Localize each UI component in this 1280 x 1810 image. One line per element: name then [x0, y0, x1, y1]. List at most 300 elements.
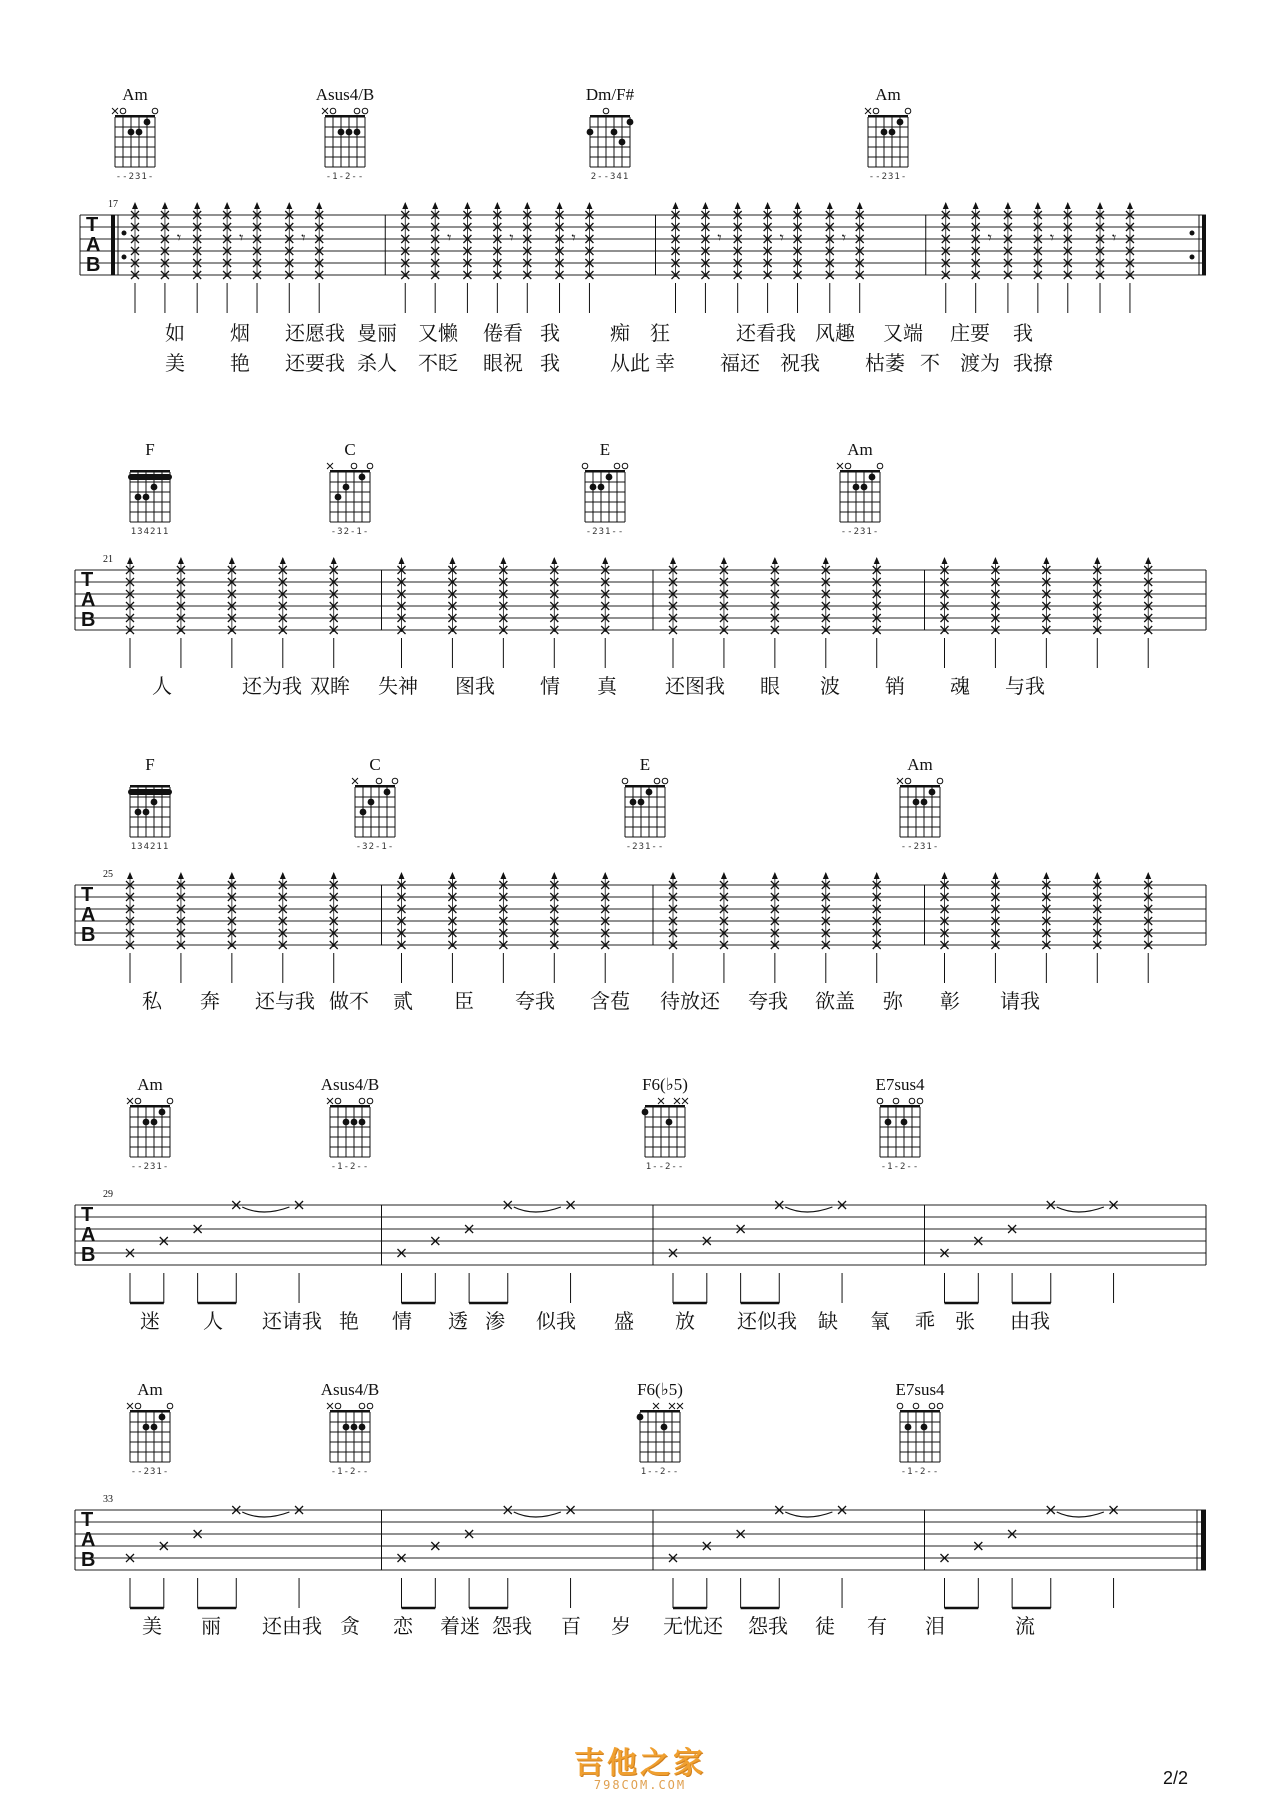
strum-arrow — [500, 557, 506, 564]
chord-box — [115, 1075, 185, 1173]
lyric-word: 情 — [540, 674, 560, 698]
measure-number: 17 — [108, 199, 118, 210]
open-string-marker — [120, 108, 126, 114]
tab-clef-letter: B — [81, 924, 96, 946]
open-string-marker — [135, 1403, 141, 1409]
tie-arc — [785, 1512, 832, 1517]
strum-arrow — [827, 202, 833, 209]
strum-arrow — [992, 557, 998, 564]
open-string-marker — [362, 108, 368, 114]
chord-name: Am — [875, 85, 901, 104]
chord-box — [315, 1075, 385, 1173]
finger-dot — [619, 139, 626, 146]
chord-diagram — [122, 1095, 178, 1161]
finger-dot — [368, 799, 375, 806]
strum-arrow — [795, 202, 801, 209]
lyric-word: 迷 — [140, 1309, 160, 1333]
lyric-word: 真 — [597, 674, 617, 698]
tab-staff — [0, 540, 1280, 700]
lyric-word: 幸 — [655, 351, 675, 375]
open-string-marker — [877, 463, 883, 469]
chord-fingering: --231- — [900, 842, 940, 852]
lyric-word: 又懒 — [418, 321, 458, 345]
finger-dot — [861, 484, 868, 491]
chord-box — [825, 440, 895, 538]
finger-dot — [901, 1119, 908, 1126]
strum-arrow — [1094, 872, 1100, 879]
finger-dot — [606, 474, 613, 481]
finger-dot — [661, 1424, 668, 1431]
open-string-marker — [167, 1098, 173, 1104]
open-string-marker — [376, 778, 382, 784]
chord-name: Am — [847, 440, 873, 459]
strum-arrow — [331, 872, 337, 879]
open-string-marker — [335, 1403, 341, 1409]
repeat-thick-bar — [1202, 215, 1206, 275]
lyric-word: 流 — [1015, 1614, 1035, 1638]
chord-diagram — [122, 775, 178, 841]
muted-string-marker — [658, 1098, 664, 1104]
strum-arrow — [551, 557, 557, 564]
chord-name: E — [639, 755, 651, 774]
finger-dot — [905, 1424, 912, 1431]
open-string-marker — [335, 1098, 341, 1104]
strum-arrow — [551, 872, 557, 879]
muted-string-marker — [327, 1403, 333, 1409]
lyric-word: 不眨 — [418, 351, 458, 375]
lyric-word: 透 — [448, 1309, 468, 1333]
lyric-word: 与我 — [1005, 674, 1045, 698]
open-string-marker — [893, 1098, 899, 1104]
lyric-word: 贰 — [393, 989, 413, 1013]
repeat-dot — [1190, 255, 1195, 260]
open-string-marker — [392, 778, 398, 784]
open-string-marker — [917, 1098, 923, 1104]
finger-dot — [159, 1109, 166, 1116]
finger-dot — [359, 474, 366, 481]
measure-number: 21 — [103, 554, 113, 565]
tab-staff-wrapper — [0, 540, 1280, 704]
finger-dot — [143, 1424, 150, 1431]
lyric-word: 杀人 — [357, 351, 397, 375]
eighth-rest: 𝄾 — [717, 228, 722, 247]
chord-box — [315, 440, 385, 538]
open-string-marker — [873, 108, 879, 114]
chord-diagram — [317, 105, 373, 171]
muted-string-marker — [682, 1098, 688, 1104]
tie-arc — [1057, 1512, 1104, 1517]
measure-number: 25 — [103, 869, 113, 880]
chord-name: Am — [137, 1380, 163, 1399]
lyric-word: 风趣 — [815, 321, 855, 345]
lyric-word: 艳 — [230, 351, 250, 375]
strum-arrow — [557, 202, 563, 209]
eighth-rest: 𝄾 — [239, 228, 244, 247]
open-string-marker — [877, 1098, 883, 1104]
chord-box — [610, 755, 680, 853]
lyric-word: 祝我 — [780, 351, 820, 375]
strum-arrow — [224, 202, 230, 209]
strum-arrow — [432, 202, 438, 209]
finger-dot — [646, 789, 653, 796]
lyric-word: 烟 — [230, 321, 250, 345]
eighth-rest: 𝄾 — [571, 228, 576, 247]
finger-dot — [913, 799, 920, 806]
muted-string-marker — [865, 108, 871, 114]
chord-name: F — [145, 440, 155, 459]
finger-dot — [611, 129, 618, 136]
logo-text: 吉他之家 — [574, 1746, 706, 1781]
chord-fingering: -1-2-- — [880, 1162, 920, 1172]
tab-clef-letter: A — [81, 1529, 96, 1551]
finger-dot — [638, 799, 645, 806]
lyric-word: 又端 — [883, 321, 923, 345]
strum-arrow — [229, 872, 235, 879]
strum-arrow — [524, 202, 530, 209]
chord-diagram — [892, 1400, 948, 1466]
open-string-marker — [359, 1403, 365, 1409]
lyric-word: 彰 — [940, 989, 960, 1013]
finger-dot — [384, 789, 391, 796]
lyric-word: 美 — [142, 1614, 162, 1638]
site-logo — [540, 1738, 740, 1792]
chord-box — [853, 85, 923, 183]
strum-arrow — [602, 557, 608, 564]
finger-dot — [666, 1119, 673, 1126]
lyric-word: 似我 — [536, 1309, 576, 1333]
chord-diagram — [872, 1095, 928, 1161]
strum-arrow — [494, 202, 500, 209]
muted-string-marker — [669, 1403, 675, 1409]
eighth-rest: 𝄾 — [1112, 228, 1117, 247]
strum-arrow — [449, 872, 455, 879]
strum-arrow — [721, 557, 727, 564]
strum-arrow — [992, 872, 998, 879]
lyric-word: 欲盖 — [815, 989, 855, 1013]
finger-dot — [590, 484, 597, 491]
lyric-word: 张 — [955, 1309, 975, 1333]
chord-diagram — [832, 460, 888, 526]
tab-clef-letter: A — [81, 1224, 96, 1246]
lyric-word: 还为我 — [242, 674, 302, 698]
strum-arrow — [500, 872, 506, 879]
lyric-word: 臣 — [454, 989, 474, 1013]
lyric-word: 贪 — [340, 1614, 360, 1638]
chord-diagram — [322, 1095, 378, 1161]
lyric-word: 乖 — [915, 1309, 935, 1333]
open-string-marker — [359, 1098, 365, 1104]
tab-staff — [0, 1480, 1280, 1640]
chord-diagram — [122, 460, 178, 526]
lyric-word: 我 — [1013, 321, 1033, 345]
finger-dot — [921, 799, 928, 806]
eighth-rest: 𝄾 — [841, 228, 847, 247]
finger-dot — [637, 1414, 644, 1421]
open-string-marker — [582, 463, 588, 469]
tie-arc — [1057, 1207, 1104, 1212]
strum-arrow — [602, 872, 608, 879]
tab-clef-letter: T — [86, 214, 99, 236]
open-string-marker — [937, 778, 943, 784]
lyric-word: 怨我 — [748, 1614, 788, 1638]
open-string-marker — [929, 1403, 935, 1409]
lyric-word: 销 — [885, 674, 905, 698]
lyric-word: 福还 — [720, 351, 760, 375]
finger-dot — [151, 1119, 158, 1126]
lyric-word: 怨我 — [492, 1614, 532, 1638]
eighth-rest: 𝄾 — [1049, 228, 1055, 247]
eighth-rest: 𝄾 — [779, 228, 784, 247]
chord-fingering: --231- — [130, 1162, 170, 1172]
finger-dot — [885, 1119, 892, 1126]
logo-subtext: 798COM.COM — [593, 1778, 687, 1792]
lyric-word: 波 — [820, 674, 840, 698]
tab-clef-letter: B — [81, 609, 96, 631]
finger-dot — [151, 799, 158, 806]
finger-dot — [128, 129, 135, 136]
measure-number: 29 — [103, 1189, 113, 1200]
eighth-rest: 𝄾 — [987, 228, 992, 247]
open-string-marker — [622, 778, 628, 784]
strum-arrow — [162, 202, 168, 209]
lyric-word: 丽 — [201, 1614, 221, 1638]
finger-dot — [587, 129, 594, 136]
lyric-word: 还看我 — [736, 321, 796, 345]
finger-dot — [143, 809, 150, 816]
tie-arc — [242, 1207, 289, 1212]
chord-name: E7sus4 — [895, 1380, 945, 1399]
strum-arrow — [670, 872, 676, 879]
finger-dot — [354, 129, 361, 136]
finger-dot — [135, 494, 142, 501]
lyric-word: 还要我 — [285, 351, 345, 375]
chord-box — [885, 755, 955, 853]
lyric-word: 由我 — [1010, 1309, 1050, 1333]
strum-arrow — [1043, 557, 1049, 564]
chord-fingering: -32-1- — [330, 527, 370, 537]
strum-arrow — [772, 872, 778, 879]
chord-fingering: --231- — [868, 172, 908, 182]
strum-arrow — [402, 202, 408, 209]
muted-string-marker — [837, 463, 843, 469]
chord-fingering: -231-- — [585, 527, 625, 537]
lyric-word: 含苞 — [590, 989, 630, 1013]
lyric-word: 岁 — [611, 1614, 631, 1638]
strum-arrow — [229, 557, 235, 564]
lyric-word: 夸我 — [748, 989, 788, 1013]
chord-name: Asus4/B — [320, 1380, 380, 1399]
tab-clef-letter: T — [81, 569, 94, 591]
lyric-word: 放 — [675, 1309, 695, 1333]
strum-arrow — [280, 557, 286, 564]
lyric-word: 枯萎 — [865, 351, 905, 375]
lyric-word: 人 — [152, 674, 172, 698]
chord-box — [625, 1380, 695, 1478]
muted-string-marker — [897, 778, 903, 784]
lyric-word: 倦看 — [483, 321, 523, 345]
chord-name: F6(♭5) — [637, 1380, 683, 1399]
eighth-rest: 𝄾 — [176, 228, 182, 247]
strum-arrow — [280, 872, 286, 879]
lyric-word: 图我 — [455, 674, 495, 698]
open-string-marker — [897, 1403, 903, 1409]
strum-arrow — [823, 872, 829, 879]
lyric-word: 魂 — [950, 674, 970, 698]
lyric-word: 还与我 — [255, 989, 315, 1013]
strum-arrow — [670, 557, 676, 564]
chord-barre — [128, 474, 172, 480]
finger-dot — [136, 129, 143, 136]
chord-fingering: -231-- — [625, 842, 665, 852]
open-string-marker — [354, 108, 360, 114]
repeat-dot — [122, 231, 127, 236]
muted-string-marker — [322, 108, 328, 114]
chord-diagram — [322, 1400, 378, 1466]
chord-name: Asus4/B — [320, 1075, 380, 1094]
finger-dot — [897, 119, 904, 126]
open-string-marker — [913, 1403, 919, 1409]
lyric-word: 还请我 — [262, 1309, 322, 1333]
lyric-word: 我 — [540, 321, 560, 345]
chord-name: E — [599, 440, 611, 459]
eighth-rest: 𝄾 — [509, 228, 514, 247]
tab-clef-letter: T — [81, 884, 94, 906]
lyric-word: 庄要 — [950, 321, 990, 345]
open-string-marker — [614, 463, 620, 469]
strum-arrow — [1145, 872, 1151, 879]
tab-clef-letter: B — [81, 1549, 96, 1571]
lyric-word: 眼 — [760, 674, 780, 698]
chord-diagram — [577, 460, 633, 526]
strum-arrow — [132, 202, 138, 209]
open-string-marker — [367, 463, 373, 469]
lyric-word: 奔 — [200, 989, 220, 1013]
chord-box — [575, 85, 645, 183]
chord-diagram — [617, 775, 673, 841]
chord-box — [570, 440, 640, 538]
strum-arrow — [943, 202, 949, 209]
finger-dot — [598, 484, 605, 491]
strum-arrow — [399, 872, 405, 879]
finger-dot — [630, 799, 637, 806]
open-string-marker — [167, 1403, 173, 1409]
page-number: 2/2 — [1162, 1768, 1188, 1788]
lyric-word: 我撩 — [1013, 351, 1053, 375]
chord-name: Am — [122, 85, 148, 104]
lyric-word: 氧 — [870, 1309, 890, 1333]
strum-arrow — [857, 202, 863, 209]
chord-diagram — [347, 775, 403, 841]
chord-fingering: 134211 — [130, 842, 170, 852]
chord-name: Am — [907, 755, 933, 774]
chord-barre — [128, 789, 172, 795]
chord-name: C — [369, 755, 381, 774]
open-string-marker — [662, 778, 668, 784]
chord-fingering: -1-2-- — [325, 172, 365, 182]
finger-dot — [343, 1424, 350, 1431]
tab-staff-wrapper — [0, 855, 1280, 1019]
chord-box — [115, 755, 185, 853]
repeat-dot — [122, 255, 127, 260]
muted-string-marker — [653, 1403, 659, 1409]
chord-fingering: 2--341 — [590, 172, 630, 182]
lyric-word: 渗 — [485, 1309, 505, 1333]
chord-diagram — [860, 105, 916, 171]
finger-dot — [151, 1424, 158, 1431]
chord-fingering: -32-1- — [355, 842, 395, 852]
eighth-rest: 𝄾 — [447, 228, 452, 247]
lyric-word: 渡为 — [960, 351, 1000, 375]
tie-arc — [514, 1512, 561, 1517]
chord-fingering: 134211 — [130, 527, 170, 537]
finger-dot — [853, 484, 860, 491]
strum-arrow — [316, 202, 322, 209]
tie-arc — [242, 1512, 289, 1517]
finger-dot — [346, 129, 353, 136]
lyric-word: 着迷 — [440, 1614, 480, 1638]
finger-dot — [929, 789, 936, 796]
strum-arrow — [464, 202, 470, 209]
chord-fingering: -1-2-- — [900, 1467, 940, 1477]
chord-box — [885, 1380, 955, 1478]
muted-string-marker — [127, 1403, 133, 1409]
open-string-marker — [845, 463, 851, 469]
chord-fingering: --231- — [840, 527, 880, 537]
finger-dot — [135, 809, 142, 816]
finger-dot — [343, 484, 350, 491]
lyric-word: 私 — [142, 989, 162, 1013]
strum-arrow — [874, 557, 880, 564]
chord-name: E7sus4 — [875, 1075, 925, 1094]
chord-box — [340, 755, 410, 853]
chord-fingering: -1-2-- — [330, 1467, 370, 1477]
strum-arrow — [1043, 872, 1049, 879]
lyric-word: 还由我 — [262, 1614, 322, 1638]
finger-dot — [343, 1119, 350, 1126]
open-string-marker — [351, 463, 357, 469]
chord-fingering: 1--2-- — [640, 1467, 680, 1477]
tab-staff-wrapper — [0, 1175, 1280, 1339]
lyric-word: 如 — [165, 321, 185, 345]
lyric-word: 还愿我 — [285, 321, 345, 345]
lyric-word: 情 — [392, 1309, 412, 1333]
lyric-word: 徒 — [815, 1614, 835, 1638]
lyric-word: 人 — [203, 1309, 223, 1333]
open-string-marker — [905, 778, 911, 784]
tab-clef-letter: B — [86, 254, 101, 276]
strum-arrow — [127, 872, 133, 879]
tab-clef-letter: A — [81, 589, 96, 611]
chord-fingering: --231- — [115, 172, 155, 182]
strum-arrow — [1127, 202, 1133, 209]
repeat-dot — [1190, 231, 1195, 236]
chord-fingering: -1-2-- — [330, 1162, 370, 1172]
lyric-word: 盛 — [614, 1309, 634, 1333]
chord-diagram — [122, 1400, 178, 1466]
strum-arrow — [127, 557, 133, 564]
strum-arrow — [1145, 557, 1151, 564]
finger-dot — [159, 1414, 166, 1421]
tab-staff — [0, 855, 1280, 1015]
finger-dot — [889, 129, 896, 136]
tab-staff — [0, 1175, 1280, 1335]
finger-dot — [359, 1119, 366, 1126]
lyric-word: 无忧还 — [663, 1614, 723, 1638]
lyric-word: 艳 — [339, 1309, 359, 1333]
chord-fingering: 1--2-- — [645, 1162, 685, 1172]
tab-clef-letter: A — [81, 904, 96, 926]
lyric-word: 缺 — [818, 1309, 838, 1333]
